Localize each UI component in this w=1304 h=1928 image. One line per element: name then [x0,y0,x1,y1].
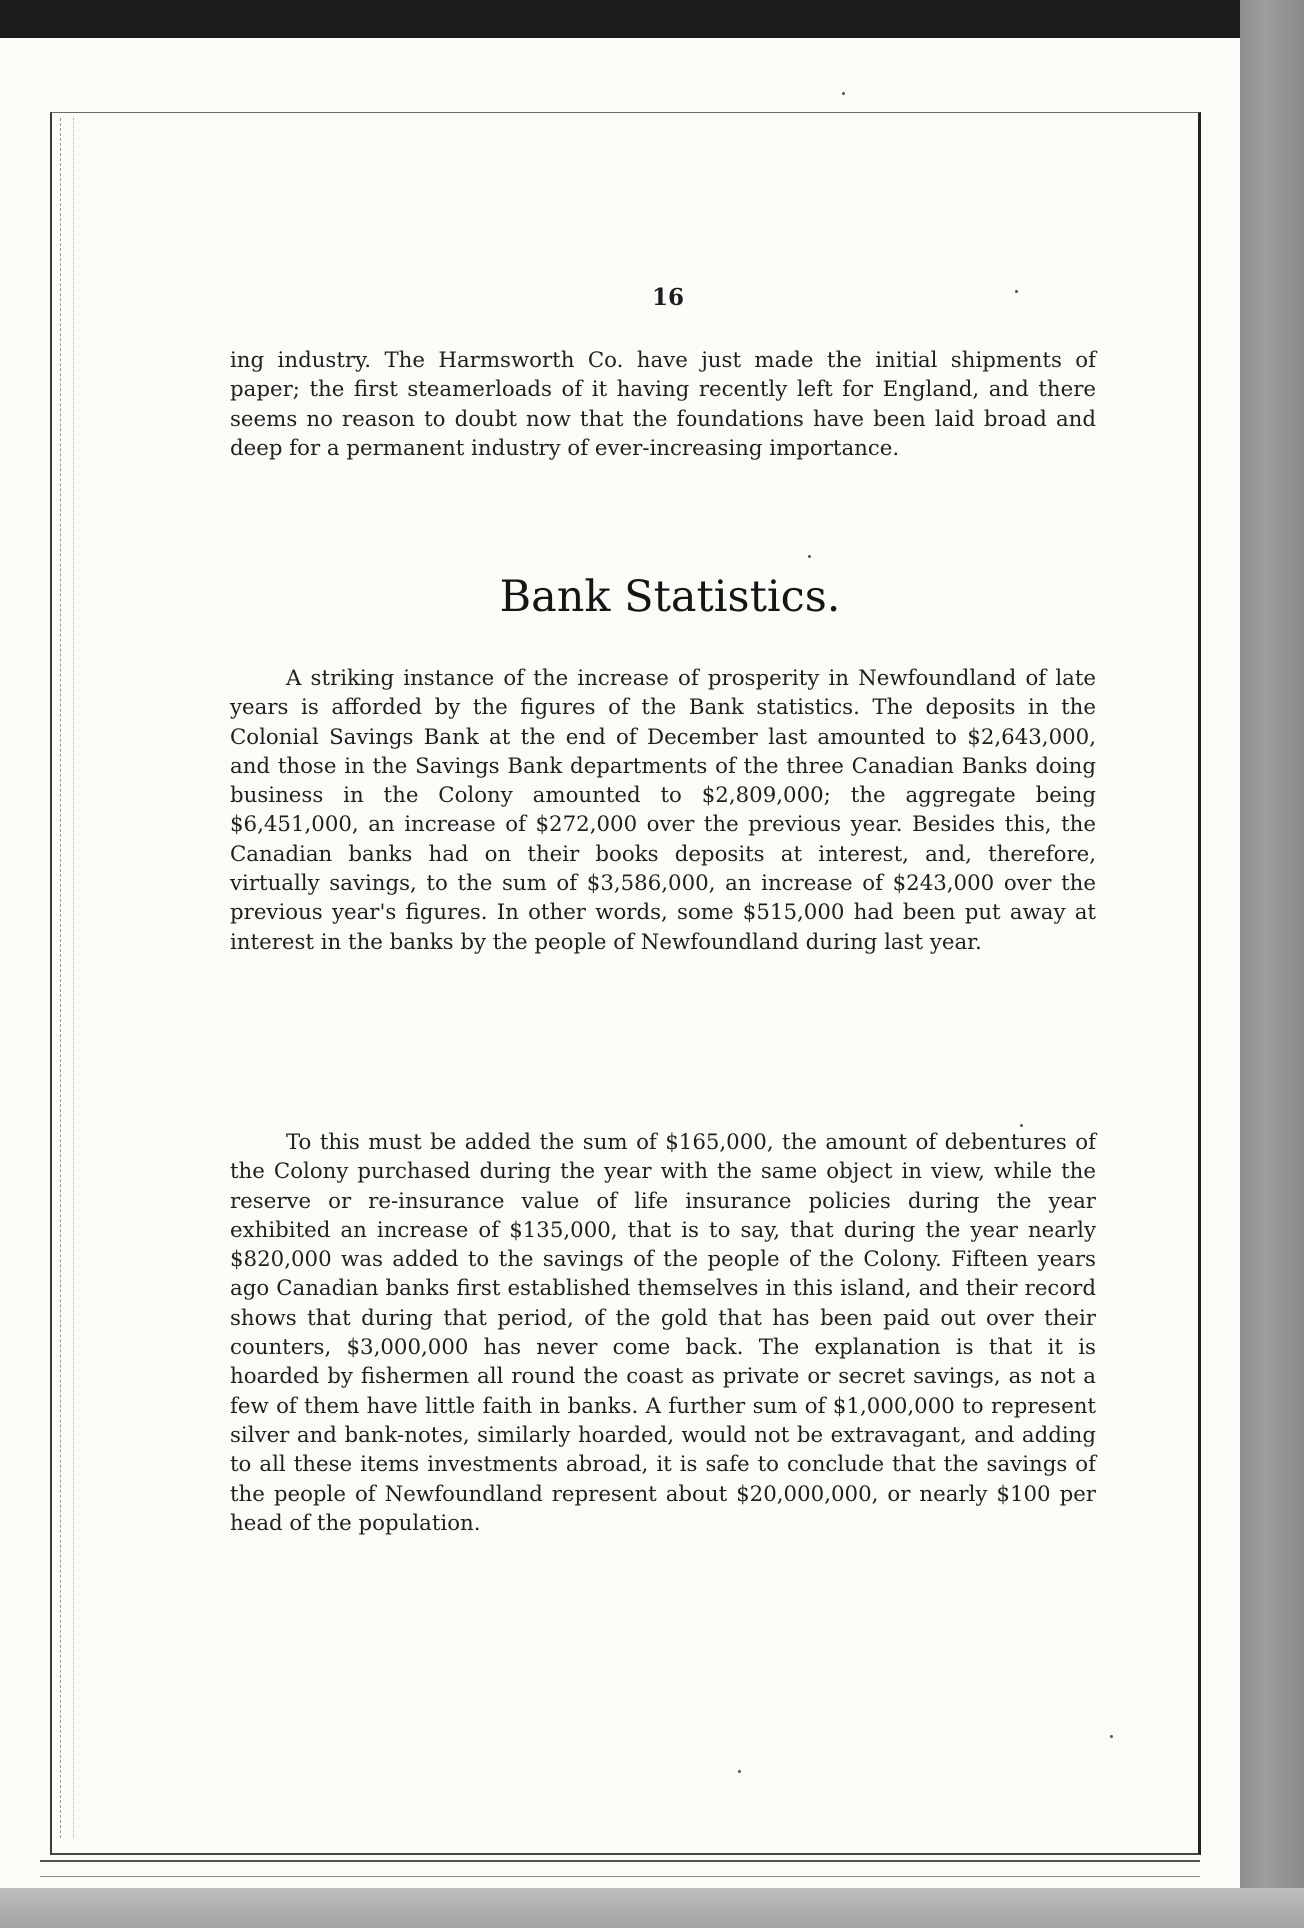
page-edge-shadow [60,118,74,1838]
scan-speck [842,92,845,95]
scan-speck [1020,1124,1023,1127]
body-paragraph: A striking instance of the increase of prosperity in Newfoundland of late years is afforded by the figures of the Bank statistics. The deposits in the Colonial Savings Bank at the end of December last amounted to $2,643,000, and those in the Savings Bank departments of the three Canadian Banks doing business in the Colony amounted to $2,809,000; the aggregate being $6,451,000, an increase of $272,000 over the previous year. Besides this, the Canadian banks had on their books deposits at interest, and, therefore, virtually savings, to the sum of $3,586,000, an increase of $243,000 over the previous year's figures. In other words, some $515,000 had been put away at interest in the banks by the people of Newfoundland during last year. [230,666,1096,955]
scan-speck [738,1770,741,1773]
page-number: 16 [652,284,685,311]
page-bottom-edge [40,1860,1200,1877]
scan-bottom-border [0,1888,1304,1928]
continuation-paragraph: ing industry. The Harmsworth Co. have just made the initial shipments of paper; the first steamerloads of it having recently left for England, and there seems no reason to doubt now that the foundations have been laid broad and deep for a permanent industry of ever-increasing importance. [230,348,1096,461]
body-paragraph: To this must be added the sum of $165,000, the amount of debentures of the Colony purchased during the year with the same object in view, while the reserve or re-insurance value of life insurance policies during the year exhibited an increase of $135,000, that is to say, that during the year nearly $820,000 was added to the savings of the people of the Colony. Fifteen years ago Canadian banks first established themselves in this island, and their record shows that during that period, of the gold that has been paid out over their counters, $3,000,000 has never come back. The explanation is that it is hoarded by fishermen all round the coast as private or secret savings, as not a few of them have little faith in banks. A further sum of $1,000,000 to represent silver and bank-notes, similarly hoarded, would not be extravagant, and adding to all these items investments abroad, it is safe to conclude that the savings of the people of Newfoundland represent about $20,000,000, or nearly $100 per head of the population. [230,1130,1096,1536]
scan-right-edge [1240,0,1304,1928]
scan-speck [1110,1735,1113,1738]
scan-speck [1015,290,1018,293]
section-heading: Bank Statistics. [499,572,841,622]
scan-speck [808,555,811,558]
scan-top-border [0,0,1304,38]
